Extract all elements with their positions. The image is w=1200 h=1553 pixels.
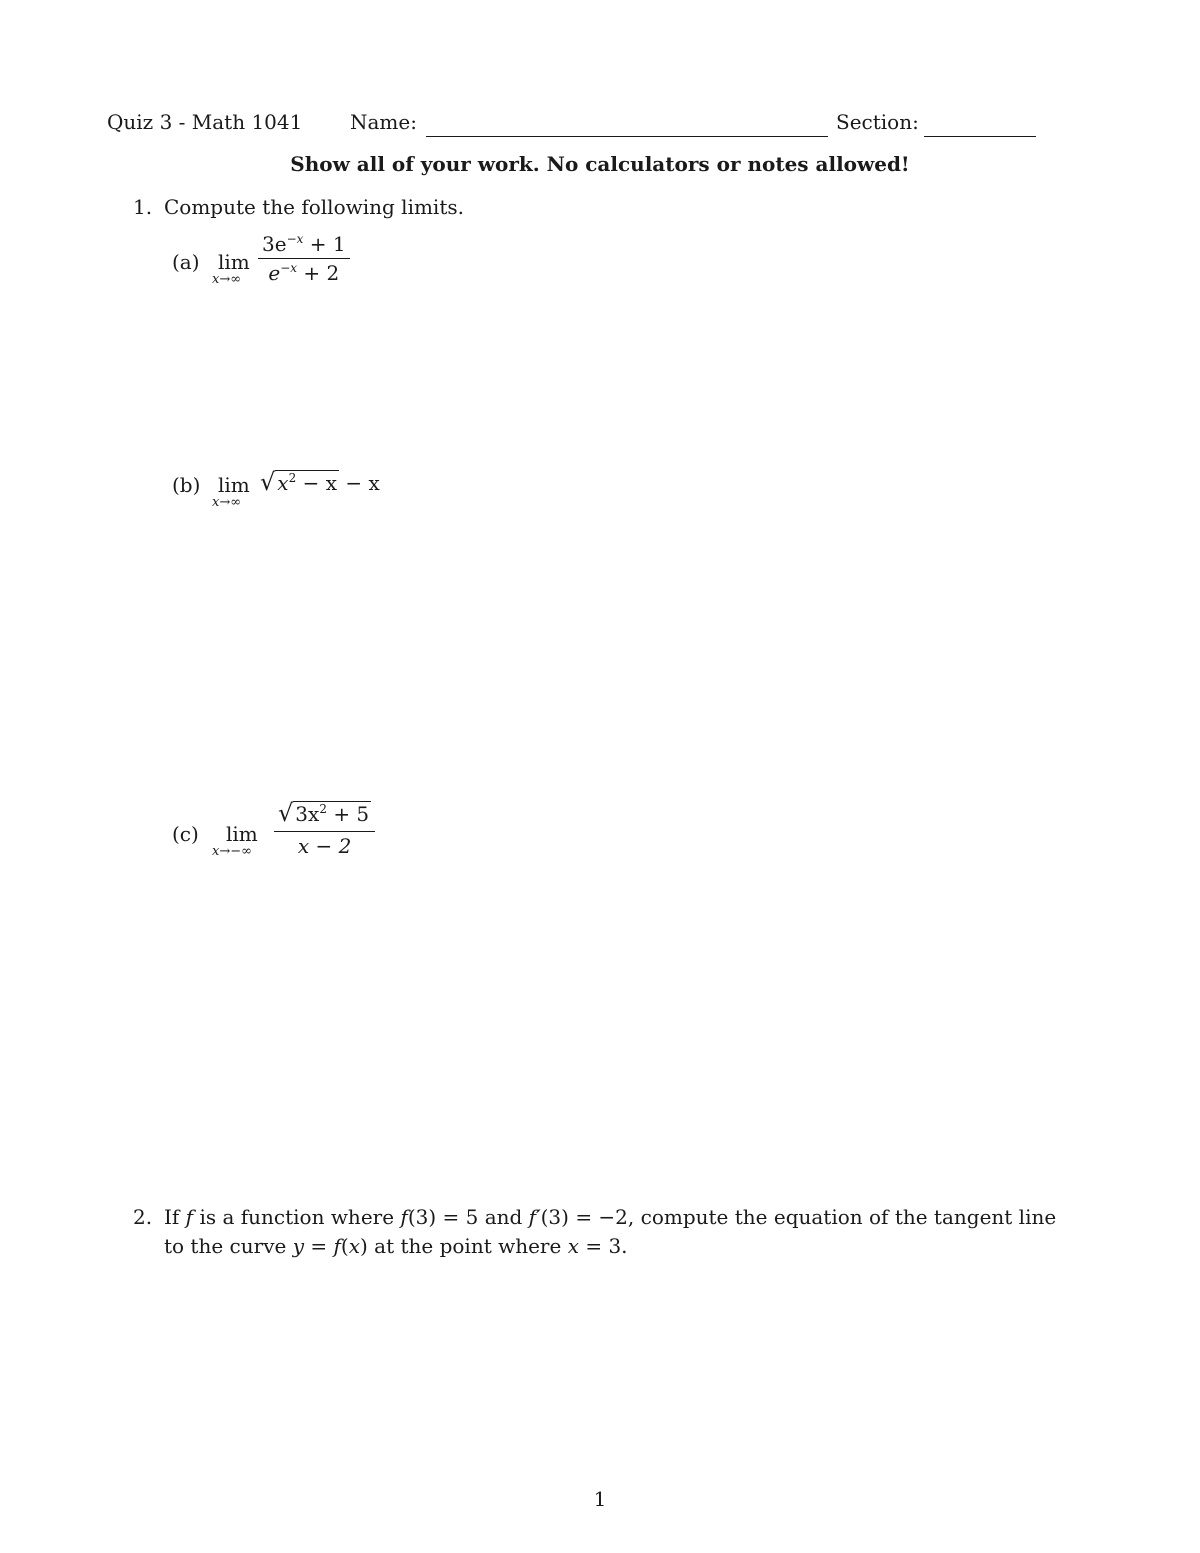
- q1a-den-base: e: [268, 261, 281, 285]
- q1c-lim-sub: x→−∞: [212, 844, 252, 859]
- q1c-rad-exp: 2: [319, 802, 327, 816]
- q2-number: 2.: [133, 1205, 153, 1229]
- q1a-fraction: [258, 232, 350, 285]
- q1a-num-exp: −x: [286, 232, 304, 246]
- q2-l2-f: f: [333, 1234, 341, 1258]
- q2-l1-t3: (3) = 5 and: [407, 1205, 523, 1229]
- section-label: Section:: [836, 110, 919, 134]
- q2-l1-t1: If: [164, 1205, 180, 1229]
- q2-l1-f2: f: [400, 1205, 408, 1229]
- q1a-label: (a): [172, 250, 200, 274]
- q1a-den-rest: + 2: [303, 261, 340, 285]
- q1a-lim: lim: [218, 250, 250, 274]
- name-field[interactable]: [426, 118, 828, 142]
- q2-l2-y: y: [292, 1234, 304, 1258]
- q2-l2-t4: ) at the point where: [359, 1234, 562, 1258]
- q2-l1-f1: f: [185, 1205, 194, 1229]
- q1c-denominator: x − 2: [297, 834, 352, 858]
- q1a-lim-sub: x→∞: [212, 272, 242, 287]
- q1c-radical: √ $3x^2 + 5$: [278, 799, 370, 827]
- q1b-label: (b): [172, 473, 201, 497]
- q1b-lim: lim: [218, 473, 250, 497]
- page-number: 1: [593, 1487, 607, 1511]
- q2-l2-t2: =: [310, 1234, 328, 1258]
- q2-l2-t3: (: [340, 1234, 349, 1258]
- q2-l2-x1: x: [348, 1234, 360, 1258]
- q1c-rad-base: 3x: [295, 802, 320, 826]
- q1b-rad-exp: 2: [288, 471, 297, 485]
- q1a-den-exp: −x: [280, 261, 298, 275]
- q1a-numerator: [258, 232, 350, 258]
- q1b-radical: √ $x^2 - x$: [260, 468, 337, 496]
- q2-line-2: [164, 1234, 628, 1258]
- q2-l1-t4: (3) = −2, compute the equation of the tangent line: [540, 1205, 1057, 1229]
- q2-l2-t5: = 3.: [585, 1234, 628, 1258]
- q2-l1-t2: is a function where: [199, 1205, 395, 1229]
- q1-prompt: Compute the following limits.: [164, 195, 464, 219]
- q1c-label: (c): [172, 822, 199, 846]
- instructions: Show all of your work. No calculators or notes allowed!: [290, 152, 910, 176]
- q1c-fraction: [274, 801, 375, 858]
- q1b-expression: [260, 470, 380, 498]
- q1b-lim-sub: x→∞: [212, 495, 242, 510]
- q1-number: 1.: [133, 195, 153, 219]
- q1c-rad-rest: + 5: [333, 802, 370, 826]
- q2-l2-x2: x: [567, 1234, 579, 1258]
- q1a-num-rest: + 1: [309, 232, 346, 256]
- q1a-num-base: 3e: [262, 232, 287, 256]
- q2-line-1: [164, 1205, 1056, 1229]
- q1c-numerator: [274, 801, 375, 831]
- q1b-tail: − x: [345, 471, 380, 495]
- name-label: Name:: [350, 110, 417, 134]
- section-field[interactable]: [924, 118, 1036, 142]
- q1b-rad-x: x: [277, 471, 289, 495]
- q1b-rad-rest: − x: [302, 471, 337, 495]
- q2-l2-t1: to the curve: [164, 1234, 287, 1258]
- q1a-denominator: [264, 259, 343, 285]
- quiz-title: Quiz 3 - Math 1041: [107, 110, 303, 134]
- q1c-lim: lim: [226, 822, 258, 846]
- q2-l1-f3: f′: [528, 1205, 541, 1229]
